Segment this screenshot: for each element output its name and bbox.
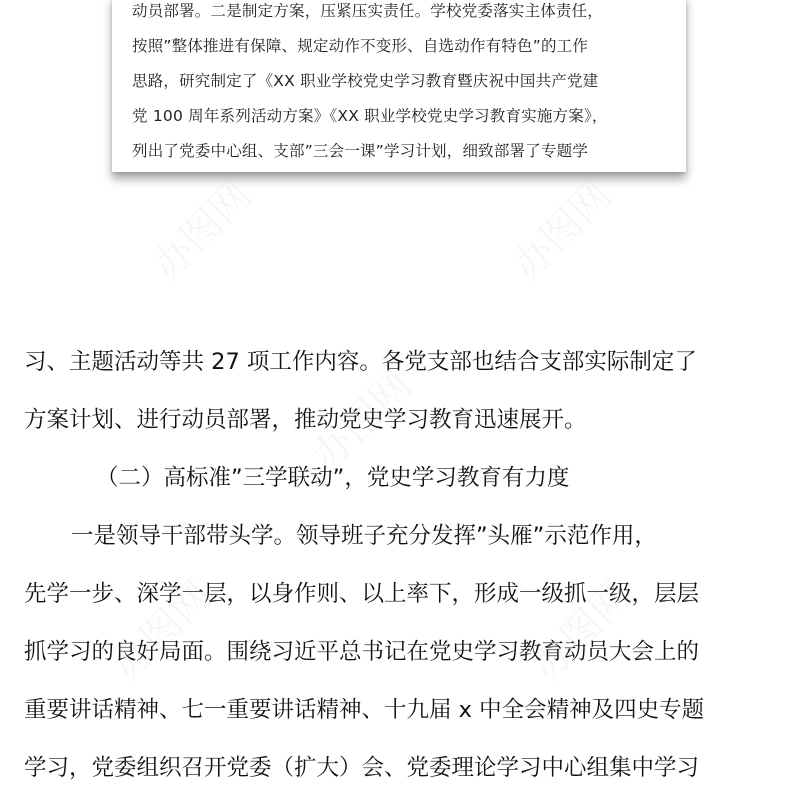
section-heading: （二）高标准”三学联动”，党史学习教育有力度 <box>96 465 570 491</box>
watermark: 办图网 <box>103 572 222 690</box>
watermark: 办图网 <box>303 362 422 480</box>
watermark: 办图网 <box>143 172 262 290</box>
body-line: 习、主题活动等共 27 项工作内容。各党支部也结合支部实际制定了 <box>24 349 697 375</box>
body-line: 重要讲话精神、七一重要讲话精神、十九届 x 中全会精神及四史专题 <box>24 697 705 723</box>
preview-text <box>132 0 677 169</box>
preview-line: 动员部署。二是制定方案，压紧压实责任。学校党委落实主体责任， <box>132 2 604 20</box>
watermark: 办图网 <box>523 572 642 690</box>
paragraph-start: 一是领导干部带头学。领导班子充分发挥”头雁”示范作用， <box>71 523 657 549</box>
preview-line: 按照”整体推进有保障、规定动作不变形、自选动作有特色”的工作 <box>132 37 589 55</box>
document-body <box>24 345 784 809</box>
body-line: 先学一步、深学一层，以身作则、以上率下，形成一级抓一级，层层 <box>24 581 700 607</box>
document-preview-card <box>112 0 686 172</box>
body-line: 学习，党委组织召开党委（扩大）会、党委理论学习中心组集中学习 <box>24 755 700 781</box>
body-line: 方案计划、进行动员部署，推动党史学习教育迅速展开。 <box>24 407 587 433</box>
preview-line: 思路，研究制定了《XX 职业学校党史学习教育暨庆祝中国共产党建 <box>132 72 599 90</box>
preview-line: 党 100 周年系列活动方案》《XX 职业学校党史学习教育实施方案》， <box>132 107 608 125</box>
watermark: 办图网 <box>503 172 622 290</box>
body-line: 抓学习的良好局面。围绕习近平总书记在党史学习教育动员大会上的 <box>24 639 700 665</box>
preview-line: 列出了党委中心组、支部”三会一课”学习计划，细致部署了专题学 <box>132 142 589 160</box>
